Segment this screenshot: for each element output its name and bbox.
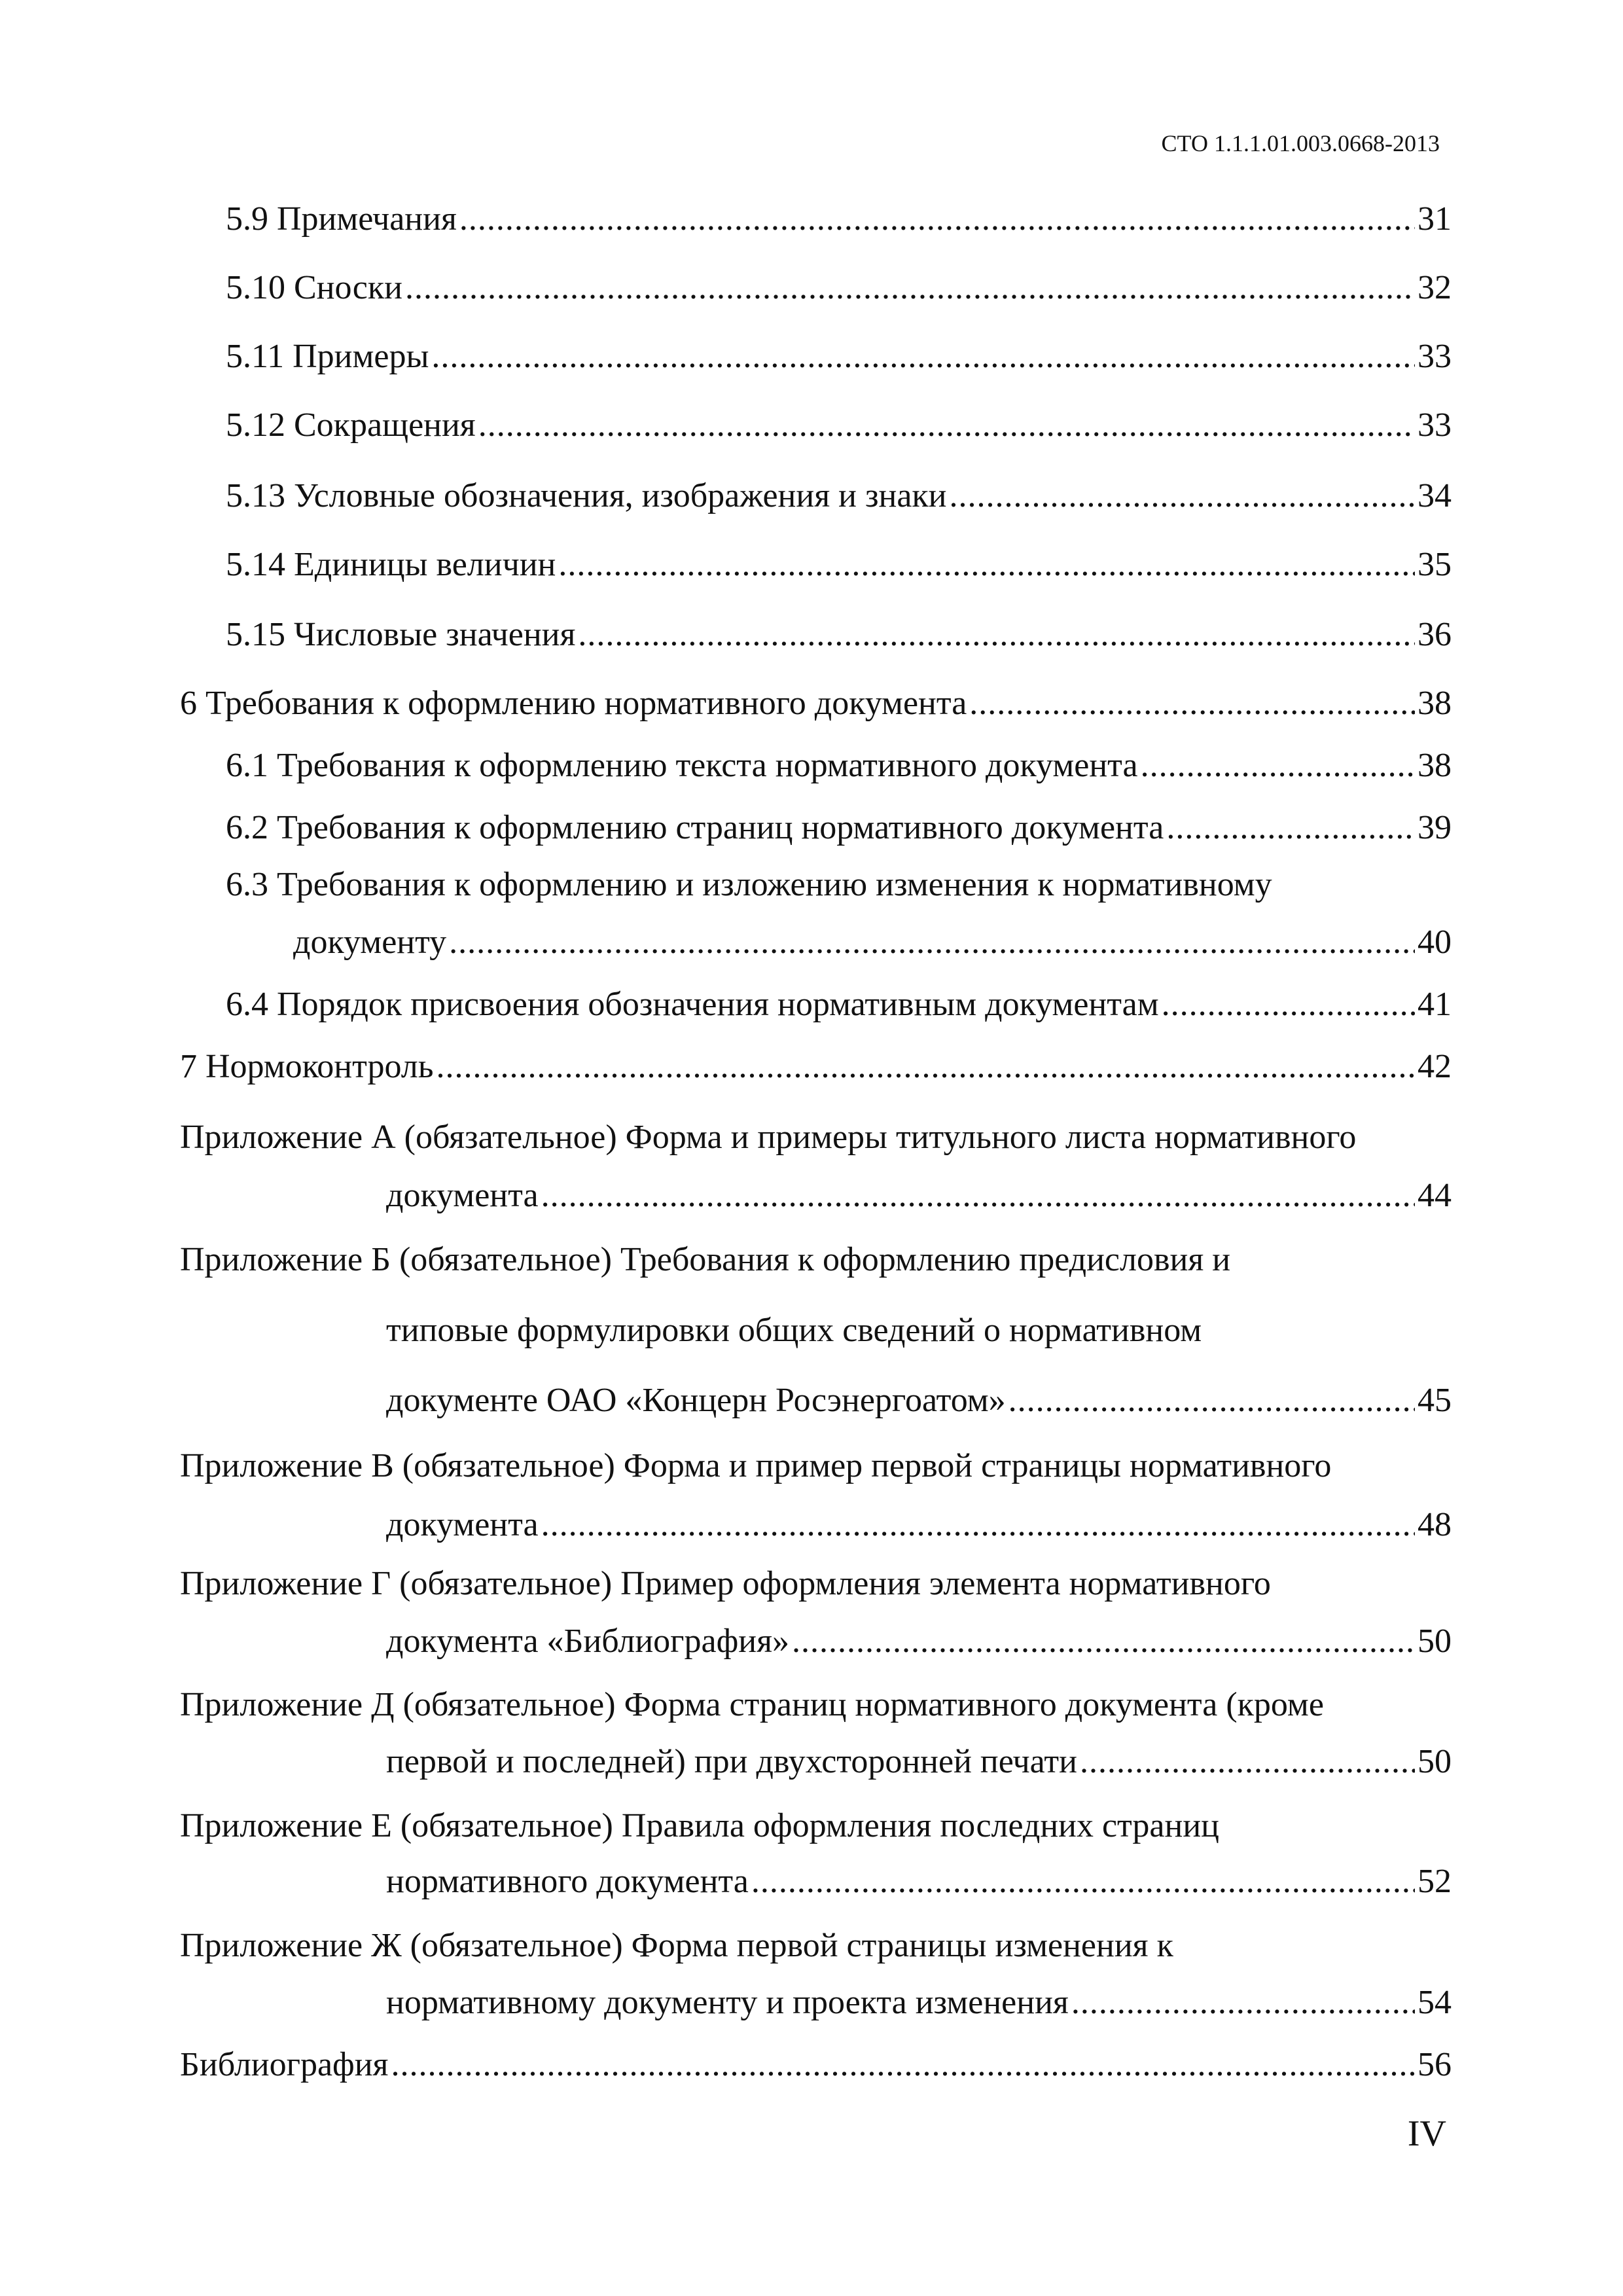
toc-appendix-v [386, 1505, 1452, 1545]
toc-entry-page: 38 [1418, 685, 1452, 722]
toc-entry-title: нормативного документа [386, 1863, 749, 1900]
toc-entry-title: 5.9 Примечания [226, 200, 457, 238]
leader-dots [541, 1176, 1415, 1215]
toc-appendix-e [386, 1862, 1452, 1901]
toc-entry-page: 44 [1418, 1177, 1452, 1214]
leader-dots [950, 476, 1416, 516]
toc-appendix-zh-line1: Приложение Ж (обязательное) Форма первой страницы изменения к [180, 1927, 1173, 1964]
leader-dots [792, 1622, 1415, 1661]
leader-dots [1080, 1742, 1415, 1782]
toc-entry-page: 33 [1418, 338, 1452, 375]
toc-entry-title: первой и последней) при двухсторонней печати [386, 1743, 1077, 1780]
toc-entry-title: 5.12 Сокращения [226, 406, 476, 444]
toc-entry-page: 39 [1418, 809, 1452, 846]
leader-dots [1071, 1983, 1415, 2022]
toc-entry-6 [180, 684, 1452, 723]
toc-entry-page: 41 [1418, 986, 1452, 1023]
toc-entry-title: Библиография [180, 2046, 389, 2083]
toc-entry-title: 5.14 Единицы величин [226, 546, 556, 583]
leader-dots [431, 337, 1415, 376]
toc-entry-6-4 [226, 985, 1452, 1024]
toc-entry-6-3-line1: 6.3 Требования к оформлению и изложению изменения к нормативному [226, 866, 1272, 903]
toc-appendix-d-line1: Приложение Д (обязательное) Форма страниц нормативного документа (кроме [180, 1686, 1324, 1723]
leader-dots [1008, 1381, 1415, 1420]
toc-entry-page: 38 [1418, 747, 1452, 784]
toc-appendix-g [386, 1622, 1452, 1661]
toc-appendix-a-line1: Приложение А (обязательное) Форма и примеры титульного листа нормативного [180, 1119, 1357, 1156]
toc-entry-page: 34 [1418, 477, 1452, 514]
toc-appendix-d [386, 1742, 1452, 1782]
toc-entry-7 [180, 1047, 1452, 1086]
toc-entry-title: 6.2 Требования к оформлению страниц нормативного документа [226, 809, 1164, 846]
toc-entry-6-1 [226, 746, 1452, 785]
leader-dots [478, 406, 1415, 445]
toc-entry-title: 5.10 Сноски [226, 269, 402, 306]
toc-entry-title: документа [386, 1177, 539, 1214]
toc-entry-5-12 [226, 406, 1452, 445]
toc-entry-title: нормативному документу и проекта изменения [386, 1984, 1069, 2021]
toc-entry-6-3 [293, 923, 1452, 962]
toc-entry-title: документа «Библиография» [386, 1623, 790, 1660]
toc-entry-page: 52 [1418, 1863, 1452, 1900]
leader-dots [449, 923, 1415, 962]
toc-entry-5-10 [226, 268, 1452, 308]
leader-dots [969, 684, 1415, 723]
leader-dots [405, 268, 1415, 308]
toc-entry-title: документа [386, 1506, 539, 1543]
toc-entry-title: 5.11 Примеры [226, 338, 429, 375]
toc-entry-page: 32 [1418, 269, 1452, 306]
toc-entry-page: 45 [1418, 1382, 1452, 1419]
leader-dots [1141, 746, 1415, 785]
toc-entry-title: документе ОАО «Концерн Росэнергоатом» [386, 1382, 1006, 1419]
leader-dots [436, 1047, 1415, 1086]
toc-entry-5-9 [226, 200, 1452, 239]
toc-appendix-b-line1: Приложение Б (обязательное) Требования к оформлению предисловия и [180, 1241, 1231, 1278]
toc-entry-page: 31 [1418, 200, 1452, 238]
toc-entry-page: 48 [1418, 1506, 1452, 1543]
toc-entry-page: 40 [1418, 924, 1452, 961]
toc-entry-page: 35 [1418, 546, 1452, 583]
toc-entry-title: 5.15 Числовые значения [226, 616, 576, 653]
toc-appendix-e-line1: Приложение Е (обязательное) Правила оформления последних страниц [180, 1807, 1219, 1844]
leader-dots [541, 1505, 1415, 1545]
leader-dots [459, 200, 1415, 239]
toc-entry-page: 36 [1418, 616, 1452, 653]
toc-appendix-zh [386, 1983, 1452, 2022]
toc-entry-title: 6 Требования к оформлению нормативного документа [180, 685, 967, 722]
toc-entry-5-11 [226, 337, 1452, 376]
toc-appendix-g-line1: Приложение Г (обязательное) Пример оформления элемента нормативного [180, 1565, 1271, 1602]
toc-entry-page: 50 [1418, 1623, 1452, 1660]
toc-bibliography [180, 2045, 1452, 2085]
toc-entry-title: 6.4 Порядок присвоения обозначения нормативным документам [226, 986, 1159, 1023]
toc-entry-title: 5.13 Условные обозначения, изображения и знаки [226, 477, 947, 514]
toc-entry-page: 33 [1418, 406, 1452, 444]
leader-dots [578, 615, 1415, 655]
toc-entry-5-13 [226, 476, 1452, 516]
toc-appendix-b [386, 1381, 1452, 1420]
toc-appendix-b-line2: типовые формулировки общих сведений о нормативном [386, 1312, 1202, 1349]
toc-entry-page: 56 [1418, 2046, 1452, 2083]
toc-entry-5-15 [226, 615, 1452, 655]
toc-entry-title: 7 Нормоконтроль [180, 1048, 434, 1085]
toc-entry-page: 54 [1418, 1984, 1452, 2021]
toc-appendix-v-line1: Приложение В (обязательное) Форма и пример первой страницы нормативного [180, 1447, 1332, 1484]
toc-entry-6-2 [226, 808, 1452, 848]
page-number: IV [1407, 2113, 1446, 2154]
toc-entry-5-14 [226, 545, 1452, 584]
toc-entry-title: 6.1 Требования к оформлению текста нормативного документа [226, 747, 1138, 784]
toc-entry-title: документу [293, 924, 447, 961]
leader-dots [558, 545, 1415, 584]
toc-entry-page: 42 [1418, 1048, 1452, 1085]
leader-dots [391, 2045, 1415, 2085]
toc-entry-page: 50 [1418, 1743, 1452, 1780]
document-code: СТО 1.1.1.01.003.0668-2013 [1161, 130, 1440, 156]
leader-dots [1162, 985, 1415, 1024]
leader-dots [751, 1862, 1415, 1901]
toc-appendix-a [386, 1176, 1452, 1215]
leader-dots [1166, 808, 1415, 848]
